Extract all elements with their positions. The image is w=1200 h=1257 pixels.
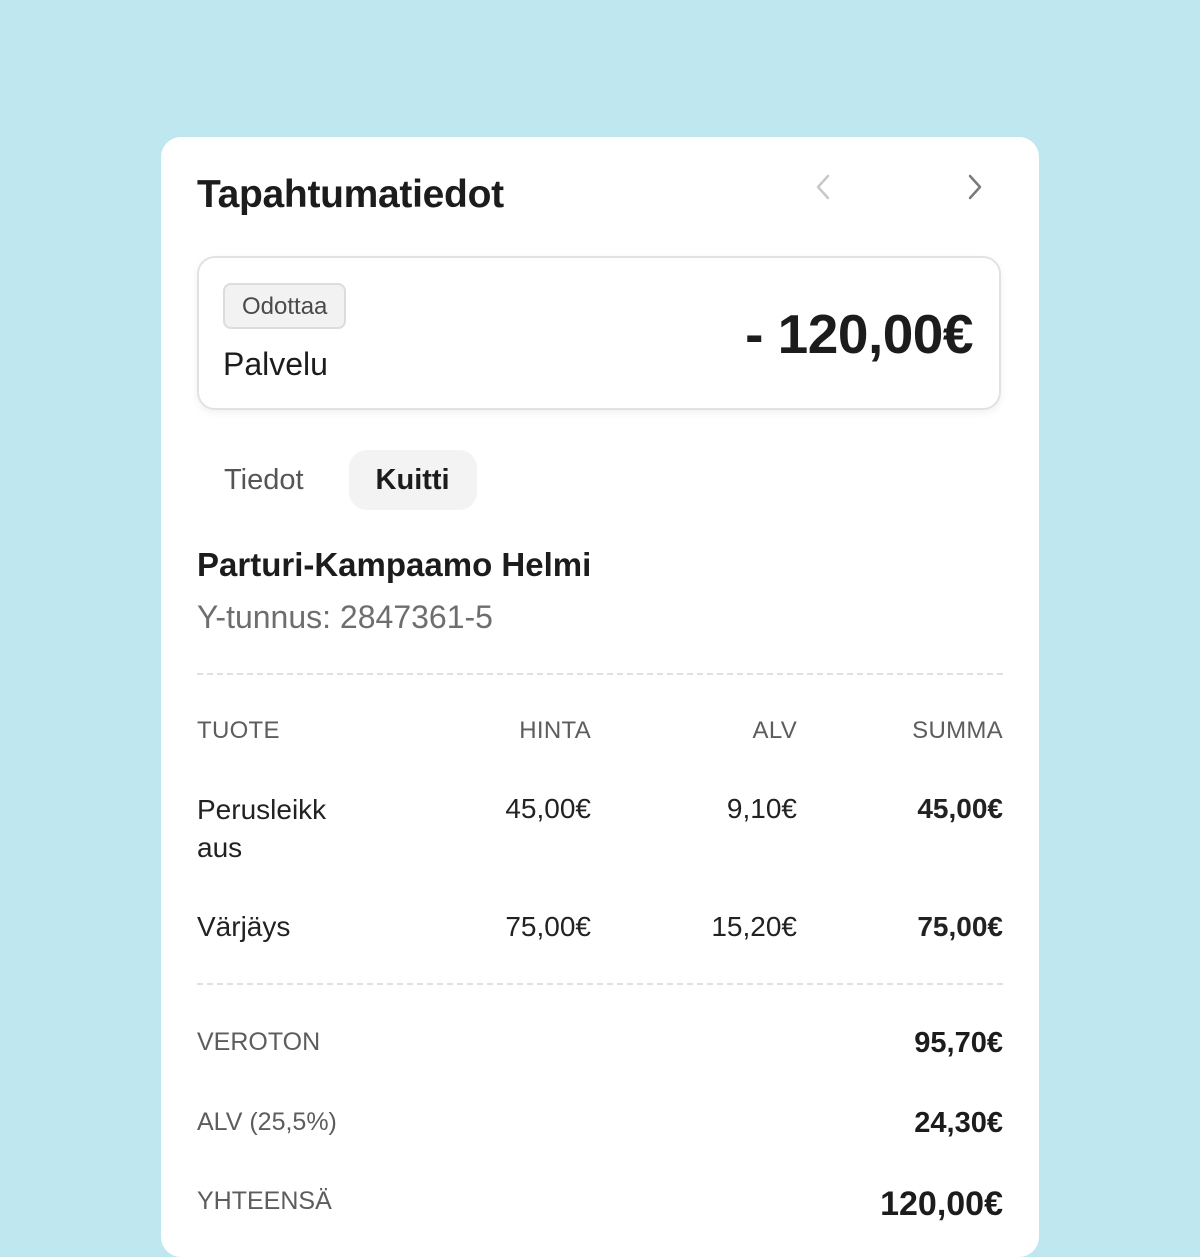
page-title: Tapahtumatiedot — [197, 173, 504, 216]
table-row-price: 75,00€ — [505, 911, 591, 942]
column-header-price: HINTA — [519, 717, 591, 744]
tab-details[interactable]: Tiedot — [224, 464, 304, 496]
column-header-vat: ALV — [752, 717, 797, 744]
table-row-total: 75,00€ — [917, 911, 1003, 942]
tab-receipt[interactable]: Kuitti — [349, 450, 477, 510]
chevron-right-icon — [963, 170, 985, 204]
product-name-line: Perusleikk — [197, 794, 327, 825]
product-name-line: aus — [197, 832, 243, 863]
net-amount-value: 95,70€ — [914, 1027, 1003, 1059]
column-header-total: SUMMA — [912, 717, 1003, 744]
table-row-product — [197, 791, 357, 867]
divider — [197, 673, 1003, 675]
transaction-summary — [197, 256, 1001, 410]
grand-total-value: 120,00€ — [880, 1185, 1003, 1223]
previous-button[interactable] — [804, 167, 844, 207]
tab-bar — [197, 450, 477, 510]
table-row-vat: 9,10€ — [726, 793, 797, 824]
table-row-total: 45,00€ — [917, 793, 1003, 824]
transaction-type: Palvelu — [223, 346, 328, 382]
vat-total-value: 24,30€ — [914, 1107, 1003, 1139]
next-button[interactable] — [954, 167, 994, 207]
divider — [197, 983, 1003, 985]
grand-total-label: YHTEENSÄ — [197, 1187, 332, 1215]
transaction-amount: - 120,00€ — [745, 303, 973, 365]
column-header-product: TUOTE — [197, 717, 280, 744]
vat-total-label: ALV (25,5%) — [197, 1108, 337, 1136]
merchant-business-id: Y-tunnus: 2847361-5 — [197, 599, 493, 635]
status-badge: Odottaa — [223, 283, 346, 329]
transaction-details-card — [161, 137, 1039, 1257]
table-row-price: 45,00€ — [505, 793, 591, 824]
table-row-product: Värjäys — [197, 911, 291, 942]
chevron-left-icon — [813, 170, 835, 204]
merchant-name: Parturi-Kampaamo Helmi — [197, 546, 592, 583]
net-amount-label: VEROTON — [197, 1028, 321, 1056]
table-row-vat: 15,20€ — [711, 911, 797, 942]
